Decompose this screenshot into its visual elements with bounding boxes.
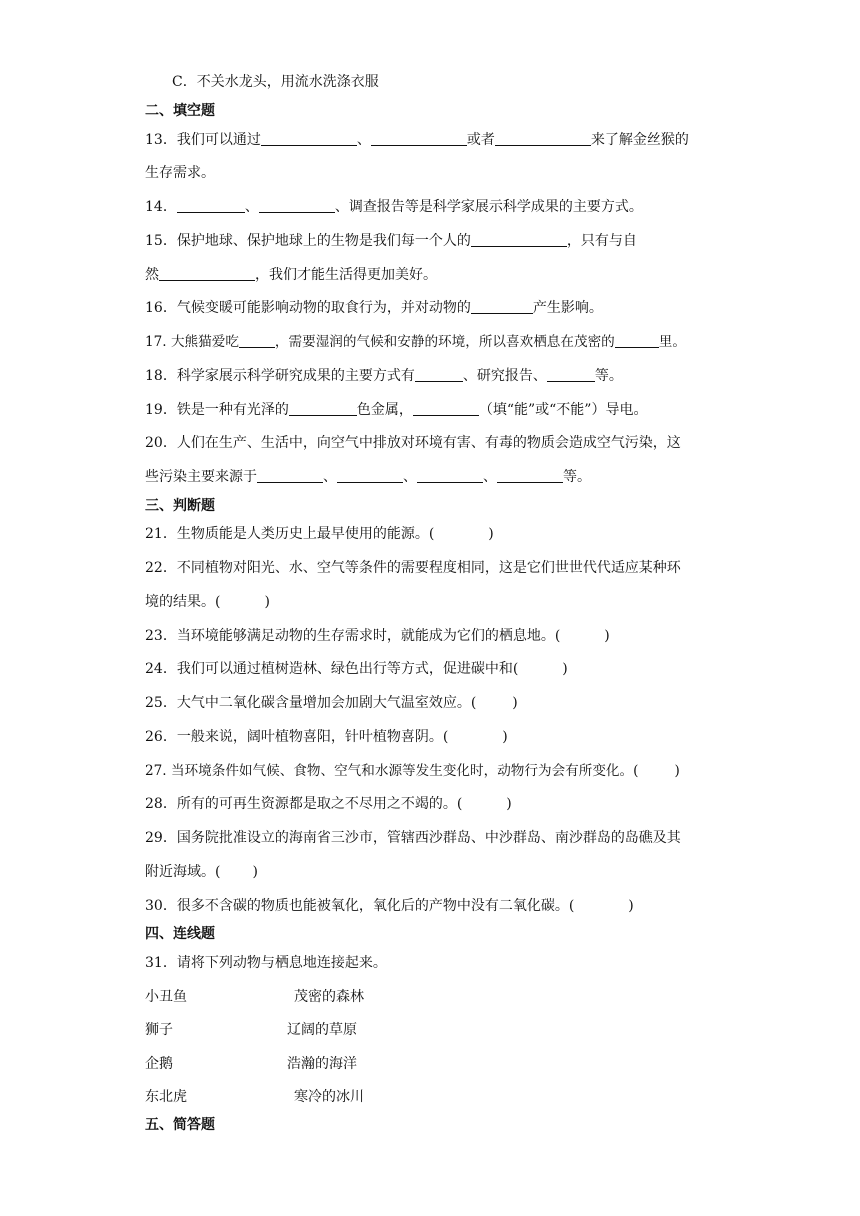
question-28: 28．所有的可再生资源都是取之不尽用之不竭的。( ) — [145, 796, 512, 812]
question-22: 22．不同植物对阳光、水、空气等条件的需要程度相同，这是它们世世代代适应某种环 — [145, 560, 681, 576]
question-15: 15．保护地球、保护地球上的生物是我们每一个人的 ，只有与自 — [145, 233, 637, 249]
answer-blank[interactable] — [337, 468, 403, 483]
question-27: 27. 当环境条件如气候、食物、空气和水源等发生变化时，动物行为会有所变化。( ) — [145, 763, 680, 779]
animal-item[interactable]: 狮子 — [145, 1022, 173, 1038]
question-18: 18．科学家展示科学研究成果的主要方式有 、研究报告、 等。 — [145, 368, 623, 384]
answer-blank[interactable] — [495, 131, 591, 146]
animal-item[interactable]: 企鹅 — [145, 1056, 173, 1072]
question-15-cont: 然 ，我们才能生活得更加美好。 — [145, 267, 437, 283]
answer-blank[interactable] — [371, 131, 467, 146]
answer-blank[interactable] — [257, 468, 323, 483]
habitat-item[interactable]: 浩瀚的海洋 — [287, 1056, 357, 1072]
habitat-item[interactable]: 寒冷的冰川 — [294, 1089, 364, 1105]
question-31: 31．请将下列动物与栖息地连接起来。 — [145, 955, 387, 971]
question-29: 29．国务院批准设立的海南省三沙市，管辖西沙群岛、中沙群岛、南沙群岛的岛礁及其 — [145, 830, 681, 846]
option-c: C．不关水龙头，用流水洗涤衣服 — [172, 74, 379, 90]
answer-blank[interactable] — [471, 299, 533, 314]
question-20: 20．人们在生产、生活中，向空气中排放对环境有害、有毒的物质会造成空气污染，这 — [145, 435, 681, 451]
answer-blank[interactable] — [415, 367, 463, 382]
answer-blank[interactable] — [615, 333, 659, 348]
animal-item[interactable]: 小丑鱼 — [145, 989, 187, 1005]
habitat-item[interactable]: 茂密的森林 — [294, 989, 364, 1005]
answer-blank[interactable] — [413, 401, 479, 416]
question-26: 26．一般来说，阔叶植物喜阳，针叶植物喜阴。( ) — [145, 729, 508, 745]
question-23: 23．当环境能够满足动物的生存需求时，就能成为它们的栖息地。( ) — [145, 628, 610, 644]
question-17: 17. 大熊猫爱吃 ，需要湿润的气候和安静的环境，所以喜欢栖息在茂密的 里。 — [145, 334, 686, 350]
answer-blank[interactable] — [417, 468, 483, 483]
animal-item[interactable]: 东北虎 — [145, 1089, 187, 1105]
section-heading-true-false: 三、判断题 — [145, 498, 215, 514]
answer-blank[interactable] — [261, 131, 357, 146]
habitat-item[interactable]: 辽阔的草原 — [287, 1022, 357, 1038]
question-30: 30．很多不含碳的物质也能被氧化，氧化后的产物中没有二氧化碳。( ) — [145, 898, 634, 914]
answer-blank[interactable] — [471, 232, 567, 247]
section-heading-fill-in: 二、填空题 — [145, 103, 215, 119]
question-21: 21．生物质能是人类历史上最早使用的能源。( ) — [145, 526, 494, 542]
question-16: 16．气候变暖可能影响动物的取食行为，并对动物的 产生影响。 — [145, 300, 603, 316]
question-25: 25．大气中二氧化碳含量增加会加剧大气温室效应。( ) — [145, 695, 518, 711]
question-13-cont: 生存需求。 — [145, 165, 215, 181]
question-29-cont: 附近海域。( ) — [145, 864, 258, 880]
section-heading-matching: 四、连线题 — [145, 926, 215, 942]
question-19: 19．铁是一种有光泽的 色金属， （填“能”或“不能”）导电。 — [145, 402, 648, 418]
question-22-cont: 境的结果。( ) — [145, 594, 270, 610]
answer-blank[interactable] — [289, 401, 357, 416]
answer-blank[interactable] — [547, 367, 595, 382]
question-14: 14． 、 、调查报告等是科学家展示科学成果的主要方式。 — [145, 199, 643, 215]
answer-blank[interactable] — [239, 333, 275, 348]
question-24: 24．我们可以通过植树造林、绿色出行等方式，促进碳中和( ) — [145, 661, 568, 677]
question-20-cont: 些污染主要来源于 、 、 、 等。 — [145, 469, 591, 485]
question-13: 13．我们可以通过 、 或者 来了解金丝猴的 — [145, 132, 689, 148]
answer-blank[interactable] — [177, 198, 245, 213]
answer-blank[interactable] — [259, 198, 335, 213]
answer-blank[interactable] — [159, 266, 255, 281]
section-heading-short-answer: 五、简答题 — [145, 1117, 215, 1133]
answer-blank[interactable] — [497, 468, 563, 483]
